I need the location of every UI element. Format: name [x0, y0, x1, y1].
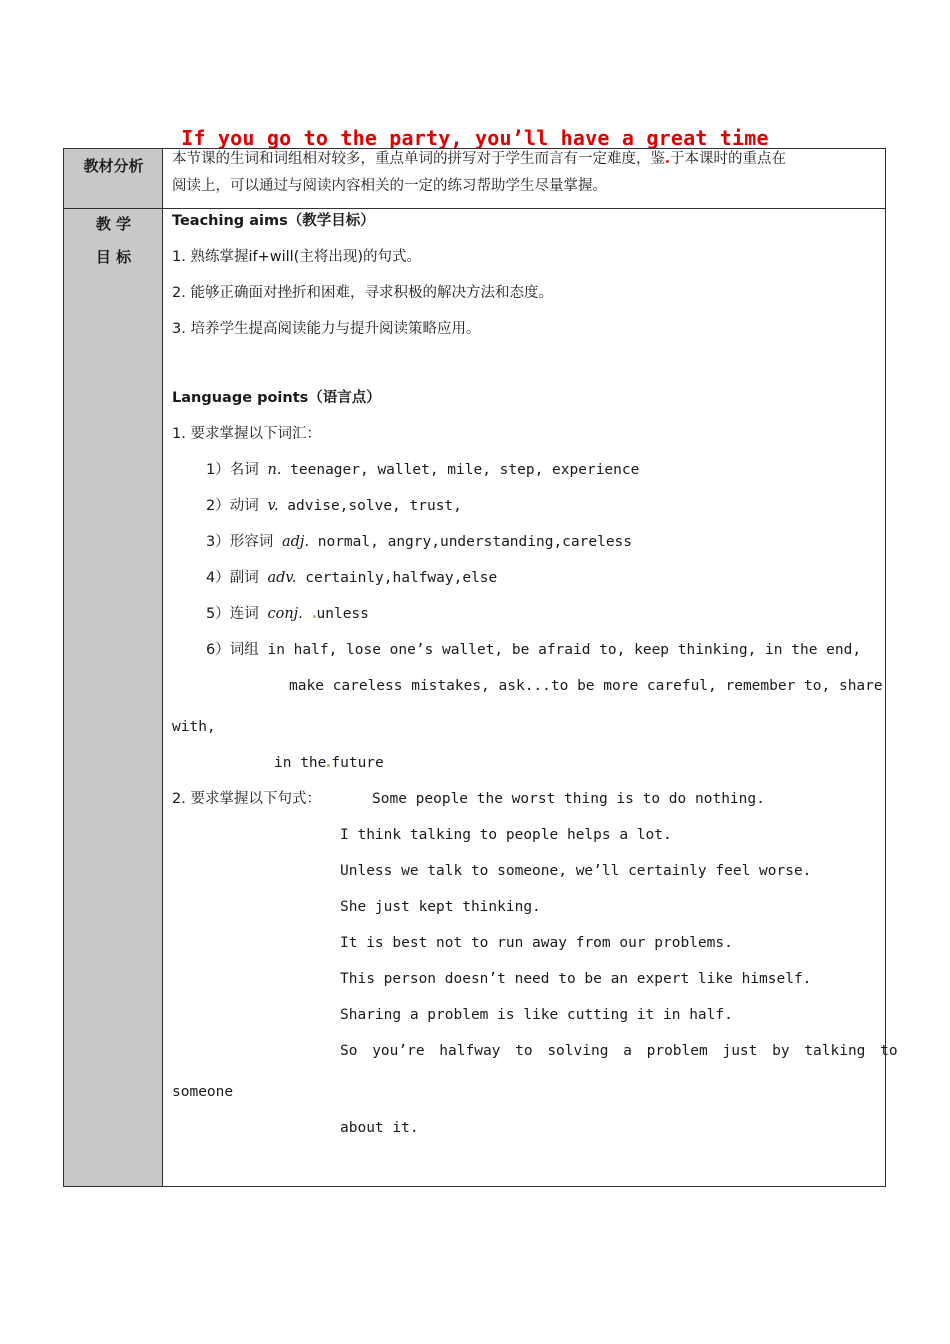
sentence-continuation: someone	[172, 1084, 234, 1100]
edit-mark	[327, 764, 330, 767]
phrases-text: in the	[274, 755, 327, 771]
analysis-line-2: 阅读上，可以通过与阅读内容相关的一定的练习帮助学生尽量掌握。	[172, 178, 607, 194]
vocab-words: teenager, wallet, mile, step, experience	[281, 462, 640, 478]
vocab-item	[206, 571, 497, 586]
phrases-text: in half, lose one’s wallet, be afraid to, keep thinking, in the end,	[258, 642, 862, 658]
vocab-num: 4）副词	[206, 570, 259, 586]
sentence-item: So you’re halfway to solving a problem just by talking to	[340, 1043, 898, 1059]
aims-heading: Teaching aims（教学目标）	[172, 213, 375, 229]
vocab-intro: 1. 要求掌握以下词汇：	[172, 426, 321, 442]
phrases-line-2: make careless mistakes, ask...to be more careful, remember to, share	[289, 678, 883, 694]
vocab-pos: conj.	[267, 606, 303, 622]
vocab-pos: adj.	[281, 534, 310, 550]
language-points-heading: Language points（语言点）	[172, 390, 381, 406]
phrases-line-1	[206, 643, 861, 658]
vocab-words: unless	[316, 606, 369, 622]
vocab-num: 5）连词	[206, 606, 259, 622]
aim-item: 1. 熟练掌握if+will(主将出现)的句式。	[172, 249, 421, 265]
sentence-item: I think talking to people helps a lot.	[340, 827, 672, 843]
vocab-pos: v.	[267, 498, 279, 514]
vocab-num: 1）名词	[206, 462, 259, 478]
sentence-item: Some people the worst thing is to do nothing.	[372, 791, 765, 807]
vocab-words: certainly,halfway,else	[296, 570, 498, 586]
sentence-item: Unless we talk to someone, we’ll certainly feel worse.	[340, 863, 812, 879]
analysis-line-1	[172, 152, 786, 167]
sentence-item: This person doesn’t need to be an expert like himself.	[340, 971, 812, 987]
row-label-textbook-analysis: 教材分析	[83, 157, 144, 175]
vocab-words: normal, angry,understanding,careless	[309, 534, 633, 550]
vocab-pos: adv.	[267, 570, 297, 586]
aim-item: 2. 能够正确面对挫折和困难，寻求积极的解决方法和态度。	[172, 285, 553, 301]
analysis-text-b: 于本课时的重点在	[670, 151, 786, 167]
vocab-num: 2）动词	[206, 498, 259, 514]
vocab-item	[206, 499, 462, 514]
edit-mark	[313, 615, 316, 618]
vocab-num: 3）形容词	[206, 534, 274, 550]
sentences-intro: 2. 要求掌握以下句式：	[172, 791, 321, 807]
aim-item: 3. 培养学生提高阅读能力与提升阅读策略应用。	[172, 321, 481, 337]
row-divider	[64, 208, 885, 209]
phrases-line-4	[274, 756, 384, 771]
sentence-item: Sharing a problem is like cutting it in half.	[340, 1007, 733, 1023]
edit-mark	[666, 160, 669, 163]
phrases-label: 6）词组	[206, 642, 259, 658]
sentence-continuation: about it.	[340, 1120, 419, 1136]
vocab-item	[206, 463, 639, 478]
vocab-item	[206, 607, 369, 622]
analysis-text-a: 本节课的生词和词组相对较多，重点单词的拼写对于学生而言有一定难度，鉴	[172, 151, 665, 167]
phrases-line-3: with,	[172, 719, 216, 735]
lesson-plan-table	[63, 148, 898, 1187]
row-label-teaching-1: 教 学	[95, 215, 132, 233]
vocab-item	[206, 535, 632, 550]
label-column	[64, 149, 163, 1186]
row-label-teaching-2: 目 标	[95, 248, 132, 266]
sentence-item: She just kept thinking.	[340, 899, 541, 915]
sentence-item: It is best not to run away from our problems.	[340, 935, 733, 951]
phrases-text: future	[331, 755, 384, 771]
vocab-words: advise,solve, trust,	[278, 498, 462, 514]
vocab-pos: n.	[267, 462, 282, 478]
document-title: If you go to the party, you’ll have a great time	[181, 126, 769, 150]
